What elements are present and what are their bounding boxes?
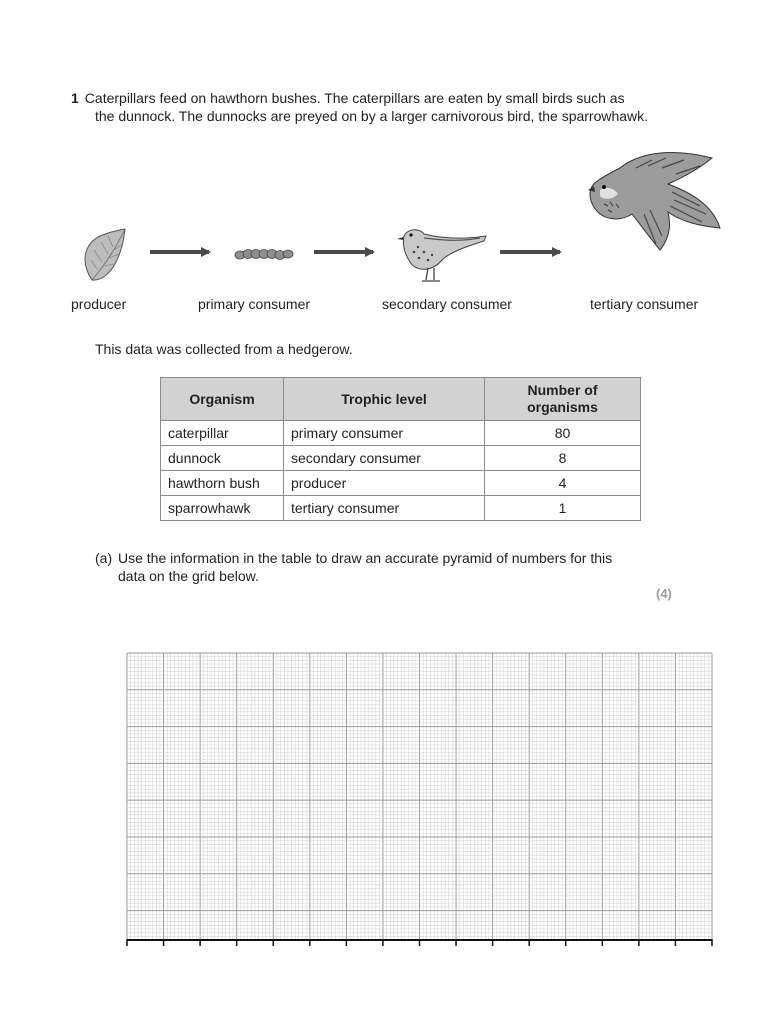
- table-row: [161, 496, 641, 521]
- cell-trophic-level: producer: [284, 471, 485, 496]
- label-primary-consumer: primary consumer: [198, 296, 311, 312]
- question-text-line2: the dunnock. The dunnocks are preyed on by a larger carnivorous bird, the sparrowhawk.: [95, 108, 649, 124]
- part-a-text-line2: data on the grid below.: [118, 568, 259, 584]
- sparrowhawk-icon: [588, 153, 720, 250]
- header-number: Number of organisms: [485, 378, 641, 421]
- table-row: [161, 446, 641, 471]
- cell-organism: hawthorn bush: [161, 471, 284, 496]
- cell-number: 80: [485, 421, 641, 446]
- part-a-text-line1: Use the information in the table to draw an accurate pyramid of numbers for this: [118, 550, 613, 566]
- cell-number: 8: [485, 446, 641, 471]
- cell-trophic-level: primary consumer: [284, 421, 485, 446]
- cell-number: 1: [485, 496, 641, 521]
- question-intro: [71, 89, 711, 125]
- marks-indicator: (4): [656, 586, 672, 601]
- answer-grid[interactable]: [120, 648, 720, 948]
- cell-organism: sparrowhawk: [161, 496, 284, 521]
- food-chain-diagram: [0, 140, 768, 290]
- label-secondary-consumer: secondary consumer: [382, 296, 512, 312]
- question-text-line1: Caterpillars feed on hawthorn bushes. The caterpillars are eaten by small birds such as: [84, 90, 625, 106]
- cell-trophic-level: secondary consumer: [284, 446, 485, 471]
- part-a-question: [95, 549, 675, 585]
- table-row: [161, 471, 641, 496]
- data-table: [160, 377, 641, 521]
- caterpillar-icon: [235, 250, 293, 260]
- data-intro: This data was collected from a hedgerow.: [95, 341, 353, 357]
- dunnock-icon: [397, 230, 486, 281]
- cell-number: 4: [485, 471, 641, 496]
- label-producer: producer: [71, 296, 127, 312]
- table-header-row: [161, 378, 641, 421]
- label-tertiary-consumer: tertiary consumer: [590, 296, 699, 312]
- part-a-label: (a): [95, 550, 113, 566]
- cell-organism: caterpillar: [161, 421, 284, 446]
- header-organism: Organism: [161, 378, 284, 421]
- header-trophic-level: Trophic level: [284, 378, 485, 421]
- question-number: 1: [71, 90, 79, 106]
- leaf-icon: [85, 229, 125, 280]
- cell-organism: dunnock: [161, 446, 284, 471]
- table-row: [161, 421, 641, 446]
- cell-trophic-level: tertiary consumer: [284, 496, 485, 521]
